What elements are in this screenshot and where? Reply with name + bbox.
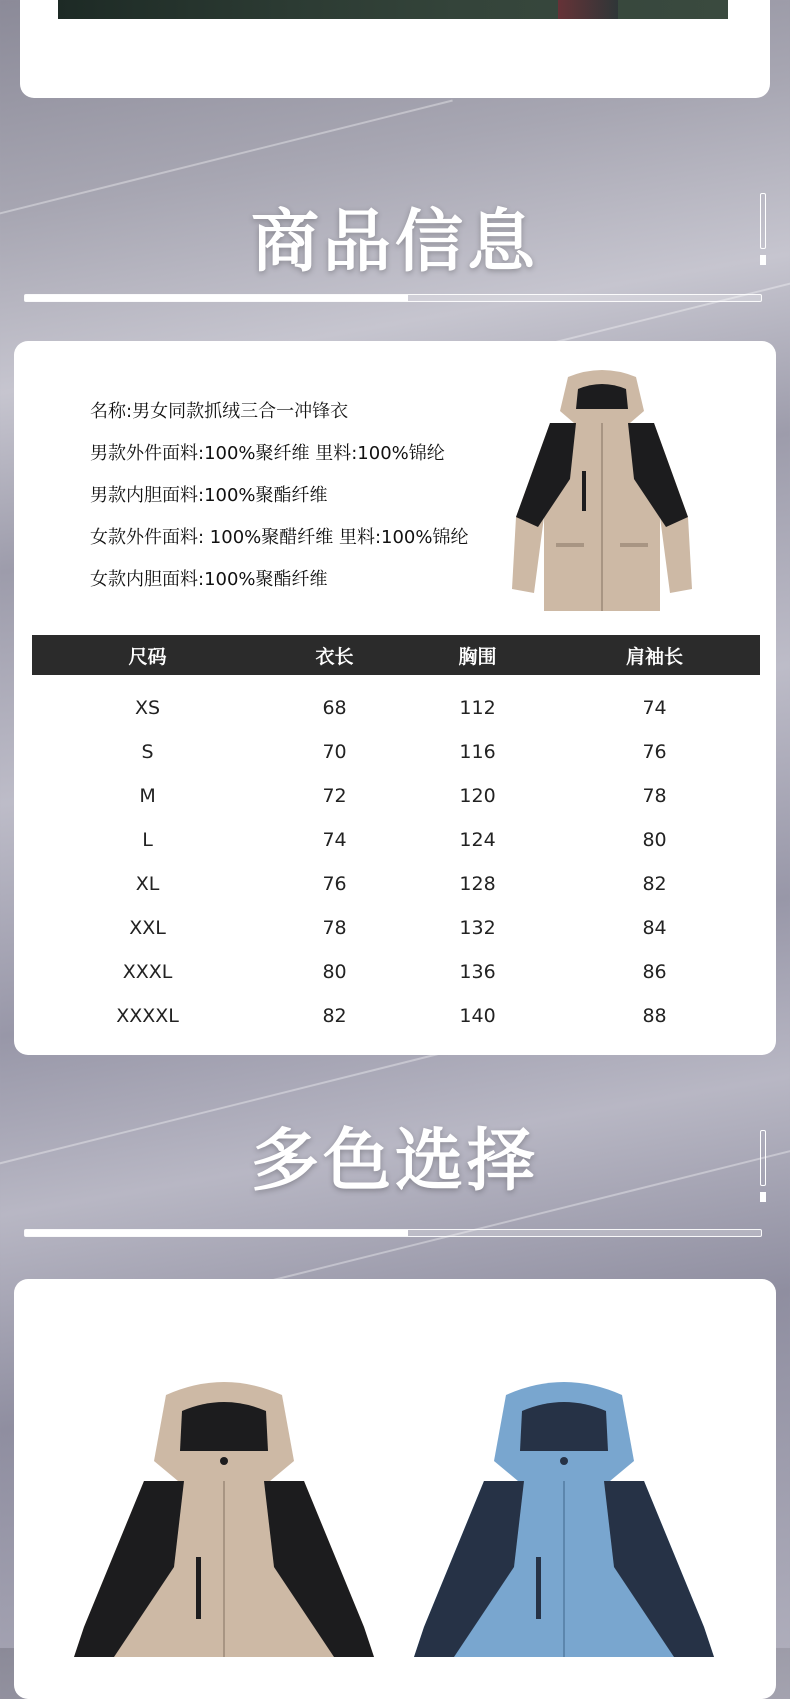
jacket-khaki-image (510, 367, 694, 615)
cell-length: 70 (322, 741, 347, 763)
cell-size: M (139, 785, 156, 807)
progress-fill (25, 1230, 408, 1236)
cell-length: 78 (322, 917, 347, 939)
info-line-men-inner: 男款内胆面料:100%聚酯纤维 (90, 485, 328, 506)
size-chart-table (32, 635, 760, 1038)
scroll-indicator (760, 193, 766, 265)
header-length: 衣长 (263, 635, 406, 675)
section-progress-bar (24, 294, 762, 302)
cell-sleeve: 88 (642, 1005, 667, 1027)
cell-sleeve: 78 (642, 785, 667, 807)
cell-chest: 112 (459, 697, 496, 719)
info-line-name: 名称:男女同款抓绒三合一冲锋衣 (90, 401, 349, 422)
info-line-women-outer: 女款外件面料: 100%聚醋纤维 里料:100%锦纶 (90, 527, 469, 548)
cell-size: XS (134, 697, 161, 719)
section-progress-bar (24, 1229, 762, 1237)
cell-size: XXXXL (116, 1005, 179, 1027)
table-row (32, 675, 760, 730)
table-row (32, 862, 760, 906)
table-row (32, 730, 760, 774)
info-line-women-inner: 女款内胆面料:100%聚酯纤维 (90, 569, 328, 590)
cell-size: S (141, 741, 154, 763)
table-row (32, 950, 760, 994)
cell-length: 68 (322, 697, 347, 719)
cell-length: 74 (322, 829, 347, 851)
cell-length: 80 (322, 961, 347, 983)
cell-chest: 120 (459, 785, 496, 807)
cell-sleeve: 82 (642, 873, 667, 895)
progress-fill (25, 295, 408, 301)
header-size: 尺码 (32, 635, 263, 675)
jacket-khaki-option[interactable] (74, 1377, 374, 1657)
cell-size: XXL (129, 917, 166, 939)
cell-chest: 140 (459, 1005, 496, 1027)
jacket-blue-option[interactable] (414, 1377, 714, 1657)
cell-sleeve: 80 (642, 829, 667, 851)
top-banner-card (20, 0, 770, 98)
size-chart-header (32, 635, 760, 675)
scroll-indicator (760, 1130, 766, 1202)
cell-sleeve: 86 (642, 961, 667, 983)
cell-sleeve: 76 (642, 741, 667, 763)
cell-length: 72 (322, 785, 347, 807)
info-line-men-outer: 男款外件面料:100%聚纤维 里料:100%锦纶 (90, 443, 445, 464)
table-row (32, 818, 760, 862)
cell-sleeve: 84 (642, 917, 667, 939)
product-info-card (14, 341, 776, 1055)
cell-sleeve: 74 (642, 697, 667, 719)
cell-size: XXXL (122, 961, 173, 983)
mountain-photo (58, 0, 728, 19)
section-title-product-info: 商品信息 (250, 203, 539, 282)
header-sleeve: 肩袖长 (549, 635, 760, 675)
table-row (32, 774, 760, 818)
cell-chest: 128 (459, 873, 496, 895)
cell-length: 76 (322, 873, 347, 895)
table-row (32, 994, 760, 1038)
table-row (32, 906, 760, 950)
cell-chest: 124 (459, 829, 496, 851)
cell-chest: 116 (459, 741, 496, 763)
section-title-color-options: 多色选择 (250, 1122, 539, 1201)
cell-chest: 136 (459, 961, 496, 983)
header-chest: 胸围 (406, 635, 549, 675)
hiker-figure (558, 0, 618, 19)
cell-length: 82 (322, 1005, 347, 1027)
color-options-card (14, 1279, 776, 1699)
cell-chest: 132 (459, 917, 496, 939)
cell-size: L (142, 829, 153, 851)
cell-size: XL (135, 873, 160, 895)
